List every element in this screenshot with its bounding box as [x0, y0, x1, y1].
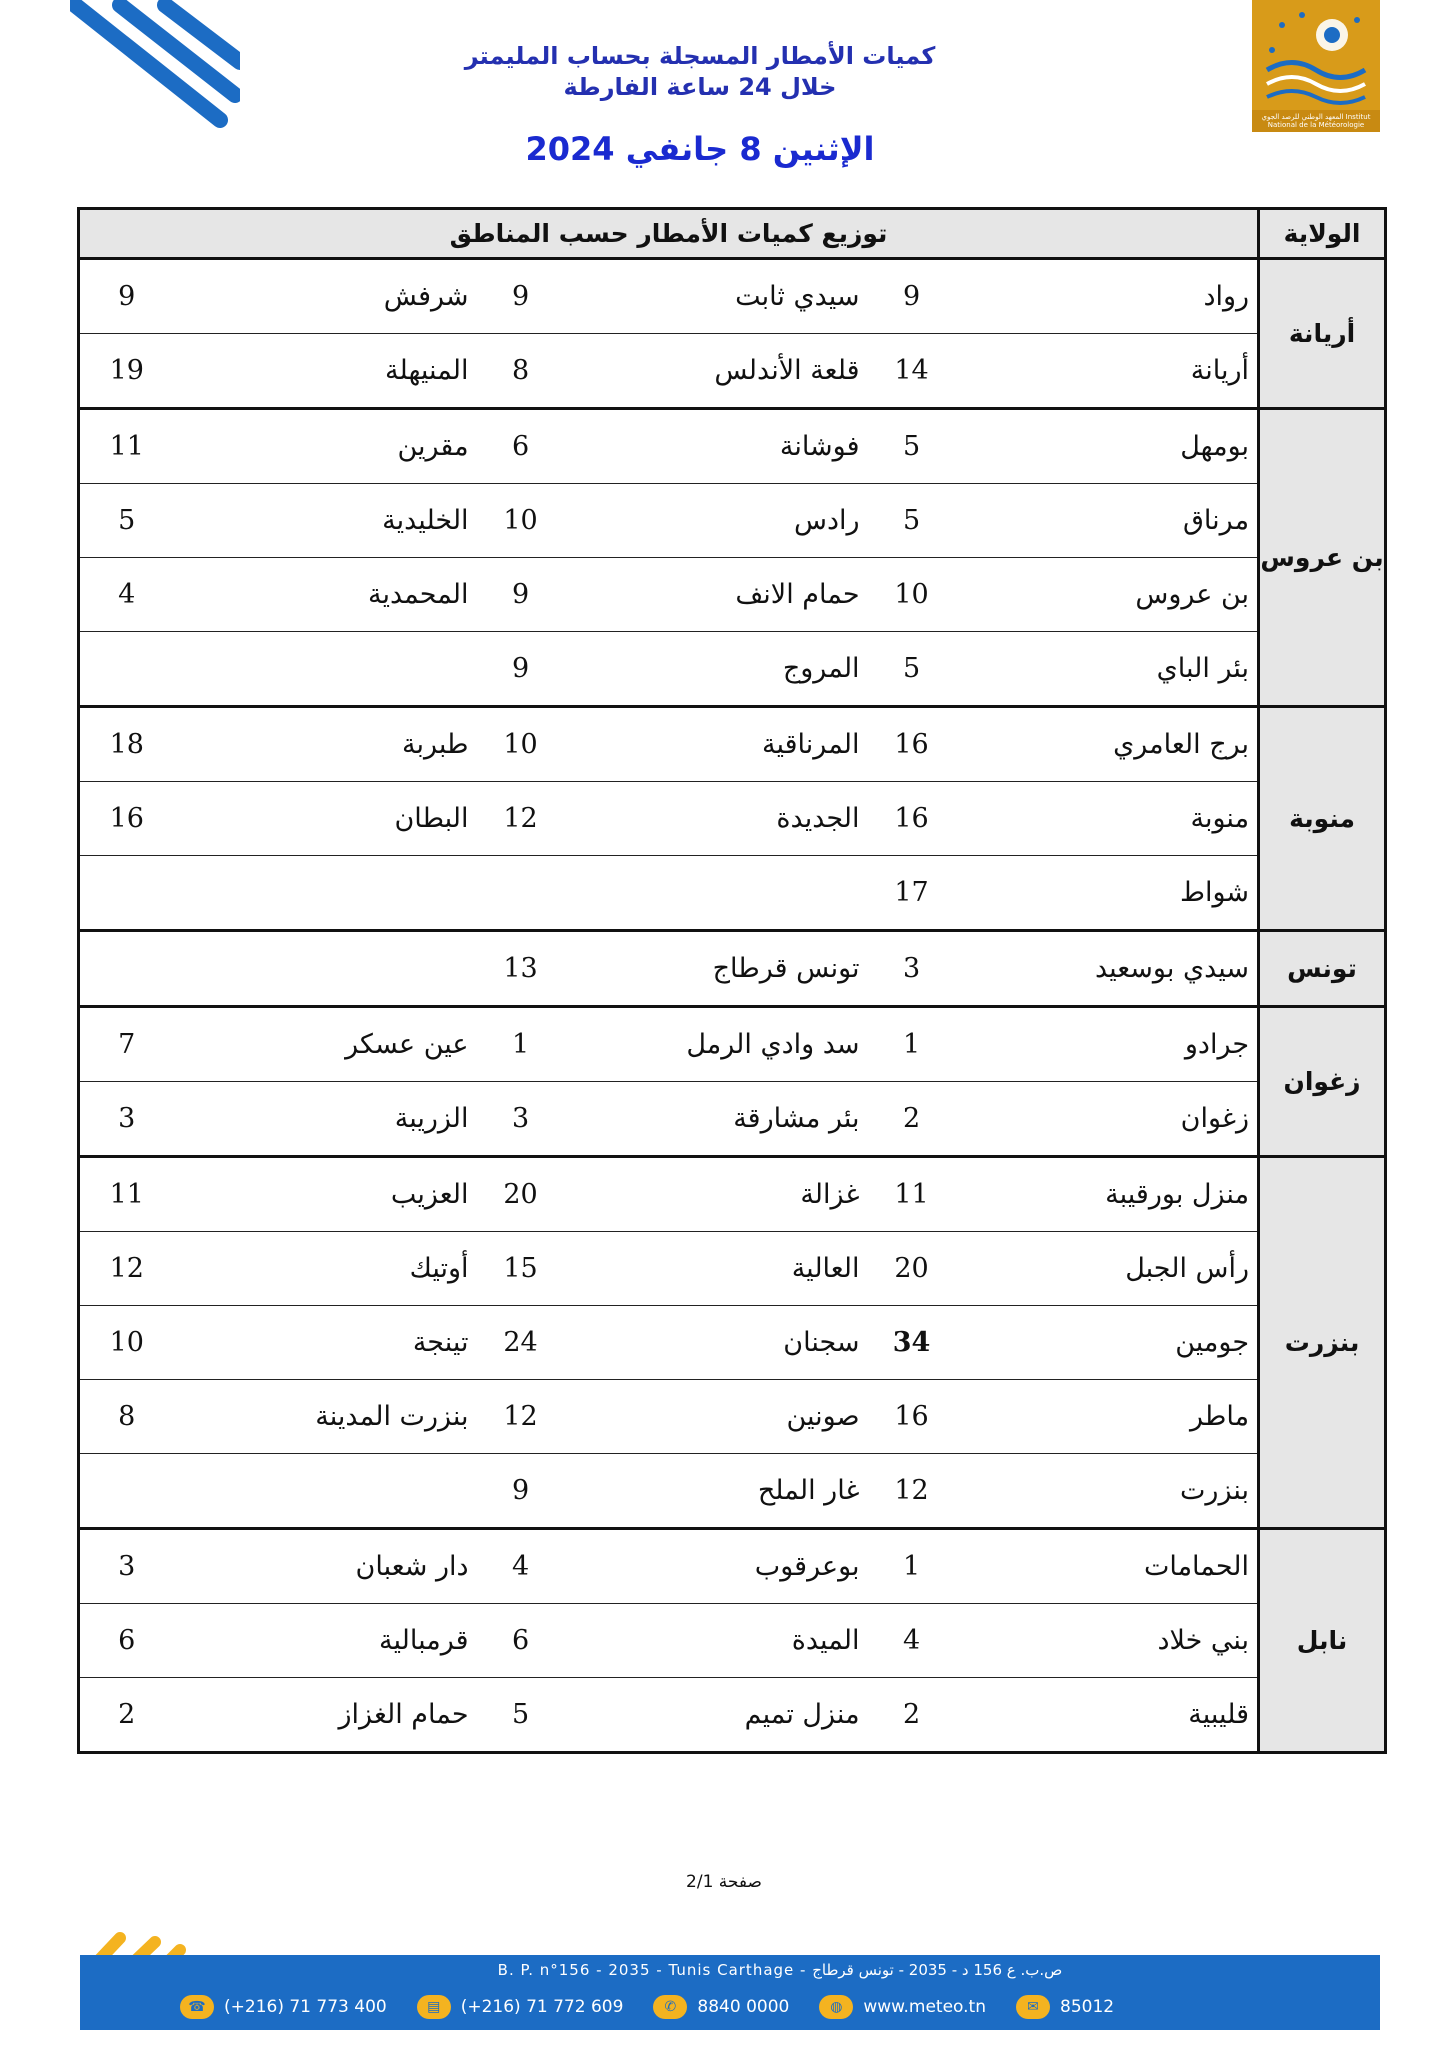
website-link[interactable]: www.meteo.tn — [863, 1997, 986, 2017]
table-row — [79, 1306, 1386, 1380]
distribution-column-header: توزيع كميات الأمطار حسب المناطق — [79, 209, 1259, 259]
station-name: منزل تميم — [565, 1678, 868, 1753]
contact-phone — [180, 1995, 387, 2019]
sms-icon: ✉ — [1016, 1995, 1050, 2019]
table-row — [79, 1529, 1386, 1604]
rainfall-value: 4 — [477, 1529, 565, 1604]
table-row — [79, 782, 1386, 856]
station-name — [565, 856, 868, 931]
station-name: الحمامات — [956, 1529, 1259, 1604]
station-name: منوبة — [956, 782, 1259, 856]
rainfall-value: 5 — [79, 484, 174, 558]
station-name: العالية — [565, 1232, 868, 1306]
station-name: قلعة الأندلس — [565, 334, 868, 409]
station-name: المرناقية — [565, 707, 868, 782]
phone-icon: ☎ — [180, 1995, 214, 2019]
table-row — [79, 484, 1386, 558]
inm-logo — [1252, 0, 1380, 132]
station-name: بومهل — [956, 409, 1259, 484]
logo-caption: المعهد الوطني للرصد الجوي Institut National de la Météorologie — [1261, 113, 1371, 129]
governorate-cell: زغوان — [1259, 1007, 1386, 1157]
station-name: دار شعبان — [174, 1529, 477, 1604]
rainfall-value: 7 — [79, 1007, 174, 1082]
contact-hotline — [653, 1995, 789, 2019]
station-name: منزل بورقيبة — [956, 1157, 1259, 1232]
station-name: بئر مشارقة — [565, 1082, 868, 1157]
rainfall-value: 12 — [477, 1380, 565, 1454]
phone-number: (+216) 71 773 400 — [224, 1997, 387, 2017]
station-name: رادس — [565, 484, 868, 558]
station-name: برج العامري — [956, 707, 1259, 782]
station-name: الزريبة — [174, 1082, 477, 1157]
rainfall-value: 12 — [477, 782, 565, 856]
station-name: الجديدة — [565, 782, 868, 856]
station-name: الخليدية — [174, 484, 477, 558]
rainfall-value: 5 — [868, 632, 956, 707]
station-name: بنزرت — [956, 1454, 1259, 1529]
station-name: صونين — [565, 1380, 868, 1454]
governorate-cell: بن عروس — [1259, 409, 1386, 707]
table-row — [79, 1082, 1386, 1157]
station-name: المنيهلة — [174, 334, 477, 409]
station-name: تونس قرطاج — [565, 931, 868, 1007]
rainfall-value: 6 — [79, 1604, 174, 1678]
rainfall-value: 2 — [79, 1678, 174, 1753]
table-row — [79, 409, 1386, 484]
rainfall-value: 3 — [477, 1082, 565, 1157]
rainfall-value: 5 — [868, 409, 956, 484]
station-name: جومين — [956, 1306, 1259, 1380]
table-row — [79, 558, 1386, 632]
rainfall-value: 20 — [477, 1157, 565, 1232]
station-name: سد وادي الرمل — [565, 1007, 868, 1082]
rainfall-value: 13 — [477, 931, 565, 1007]
rainfall-value: 3 — [79, 1082, 174, 1157]
rainfall-value: 9 — [477, 1454, 565, 1529]
footer-bar — [80, 1955, 1380, 2030]
station-name: أوتيك — [174, 1232, 477, 1306]
station-name: زغوان — [956, 1082, 1259, 1157]
rainfall-value: 34 — [868, 1306, 956, 1380]
governorate-cell: أريانة — [1259, 259, 1386, 409]
rainfall-value: 2 — [868, 1678, 956, 1753]
table-row — [79, 1678, 1386, 1753]
logo-emblem — [1252, 0, 1380, 110]
table-row — [79, 1380, 1386, 1454]
rainfall-value — [79, 856, 174, 931]
rainfall-value: 4 — [868, 1604, 956, 1678]
rainfall-value: 5 — [868, 484, 956, 558]
fax-number: (+216) 71 772 609 — [460, 1997, 624, 2017]
station-name: حمام الغزاز — [174, 1678, 477, 1753]
station-name: سجنان — [565, 1306, 868, 1380]
rainfall-value: 14 — [868, 334, 956, 409]
contact-website — [819, 1995, 986, 2019]
rainfall-value: 9 — [868, 259, 956, 334]
station-name — [174, 931, 477, 1007]
station-name: ماطر — [956, 1380, 1259, 1454]
rainfall-value: 12 — [79, 1232, 174, 1306]
rainfall-value: 19 — [79, 334, 174, 409]
rainfall-value: 2 — [868, 1082, 956, 1157]
station-name: بوعرقوب — [565, 1529, 868, 1604]
station-name: عين عسكر — [174, 1007, 477, 1082]
station-name: سيدي بوسعيد — [956, 931, 1259, 1007]
rainfall-table — [77, 207, 1387, 1754]
station-name: تينجة — [174, 1306, 477, 1380]
rainfall-value: 24 — [477, 1306, 565, 1380]
rainfall-value: 12 — [868, 1454, 956, 1529]
page-number: صفحة 2/1 — [686, 1872, 762, 1892]
rainfall-value — [477, 856, 565, 931]
station-name: مقرين — [174, 409, 477, 484]
station-name: الميدة — [565, 1604, 868, 1678]
station-name: فوشانة — [565, 409, 868, 484]
station-name: رأس الجبل — [956, 1232, 1259, 1306]
rainfall-value — [79, 931, 174, 1007]
rainfall-value: 16 — [868, 782, 956, 856]
station-name: قرمبالية — [174, 1604, 477, 1678]
footer-address: B. P. n°156 - 2035 - Tunis Carthage - ص.ب. ع 156 د - 2035 - تونس قرطاج — [497, 1961, 1063, 1979]
station-name: بن عروس — [956, 558, 1259, 632]
rainfall-value: 11 — [868, 1157, 956, 1232]
table-row — [79, 334, 1386, 409]
table-row — [79, 1454, 1386, 1529]
station-name — [174, 632, 477, 707]
rainfall-value: 10 — [79, 1306, 174, 1380]
rainfall-value: 1 — [868, 1529, 956, 1604]
station-name: قليبية — [956, 1678, 1259, 1753]
rainfall-value: 15 — [477, 1232, 565, 1306]
rainfall-value: 9 — [477, 632, 565, 707]
table-row — [79, 632, 1386, 707]
table-row — [79, 1604, 1386, 1678]
station-name: المروج — [565, 632, 868, 707]
governorate-cell: نابل — [1259, 1529, 1386, 1753]
footer-contacts — [180, 1993, 1370, 2021]
station-name: طبربة — [174, 707, 477, 782]
governorate-column-header: الولاية — [1259, 209, 1386, 259]
rainfall-value: 9 — [477, 259, 565, 334]
rainfall-value: 11 — [79, 409, 174, 484]
station-name: بئر الباي — [956, 632, 1259, 707]
table-row — [79, 931, 1386, 1007]
rainfall-value: 1 — [868, 1007, 956, 1082]
governorate-cell: منوبة — [1259, 707, 1386, 931]
station-name: رواد — [956, 259, 1259, 334]
station-name: البطان — [174, 782, 477, 856]
hotline-number: 8840 0000 — [697, 1997, 790, 2017]
table-row — [79, 1232, 1386, 1306]
rainfall-value: 11 — [79, 1157, 174, 1232]
station-name: أريانة — [956, 334, 1259, 409]
rainfall-value: 9 — [477, 558, 565, 632]
rainfall-value: 8 — [79, 1380, 174, 1454]
station-name: مرناق — [956, 484, 1259, 558]
governorate-cell: تونس — [1259, 931, 1386, 1007]
rainfall-value: 5 — [477, 1678, 565, 1753]
title-line-2: خلال 24 ساعة الفارطة — [563, 73, 837, 101]
hotline-icon: ✆ — [653, 1995, 687, 2019]
governorate-cell: بنزرت — [1259, 1157, 1386, 1529]
rainfall-value: 10 — [868, 558, 956, 632]
station-name: شواط — [956, 856, 1259, 931]
rainfall-value: 16 — [868, 1380, 956, 1454]
station-name: حمام الانف — [565, 558, 868, 632]
rainfall-value: 16 — [868, 707, 956, 782]
rainfall-value: 6 — [477, 409, 565, 484]
rainfall-value — [79, 1454, 174, 1529]
report-date: الإثنين 8 جانفي 2024 — [525, 130, 875, 168]
station-name: غزالة — [565, 1157, 868, 1232]
rainfall-value: 16 — [79, 782, 174, 856]
table-header-row — [79, 209, 1386, 259]
rainfall-value: 1 — [477, 1007, 565, 1082]
fax-icon: ▤ — [417, 1995, 451, 2019]
contact-sms — [1016, 1995, 1114, 2019]
table-row — [79, 707, 1386, 782]
contact-fax — [417, 1995, 624, 2019]
document-title — [380, 40, 1020, 102]
station-name: سيدي ثابت — [565, 259, 868, 334]
station-name: المحمدية — [174, 558, 477, 632]
rainfall-value: 9 — [79, 259, 174, 334]
rainfall-value: 20 — [868, 1232, 956, 1306]
station-name: العزيب — [174, 1157, 477, 1232]
rainfall-value: 10 — [477, 484, 565, 558]
station-name: شرفش — [174, 259, 477, 334]
rainfall-value: 10 — [477, 707, 565, 782]
station-name — [174, 856, 477, 931]
table-row — [79, 259, 1386, 334]
rainfall-value: 3 — [79, 1529, 174, 1604]
rainfall-value: 6 — [477, 1604, 565, 1678]
rainfall-value: 8 — [477, 334, 565, 409]
station-name: غار الملح — [565, 1454, 868, 1529]
globe-icon: ◍ — [819, 1995, 853, 2019]
rainfall-value: 3 — [868, 931, 956, 1007]
station-name: بنزرت المدينة — [174, 1380, 477, 1454]
table-row — [79, 1007, 1386, 1082]
rainfall-value: 17 — [868, 856, 956, 931]
rainfall-value: 4 — [79, 558, 174, 632]
table-row — [79, 856, 1386, 931]
station-name: جرادو — [956, 1007, 1259, 1082]
decorative-stripes — [70, 0, 240, 140]
station-name — [174, 1454, 477, 1529]
table-row — [79, 1157, 1386, 1232]
station-name: بني خلاد — [956, 1604, 1259, 1678]
title-line-1: كميات الأمطار المسجلة بحساب المليمتر — [464, 42, 936, 70]
sms-number: 85012 — [1060, 1997, 1115, 2017]
rainfall-value: 18 — [79, 707, 174, 782]
rainfall-value — [79, 632, 174, 707]
